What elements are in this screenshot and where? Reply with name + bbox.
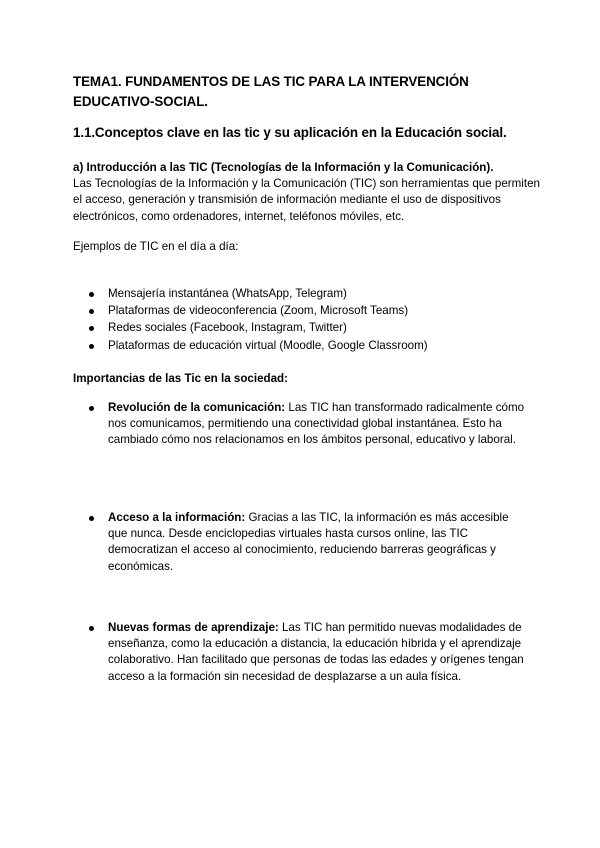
importance-title: Importancias de las Tic en la sociedad: [73, 372, 288, 385]
section-a-body: Las Tecnologías de la Información y la Comunicación (TIC) son herramientas que permiten el acceso, generación y transmisión de información mediante el uso de dispositivos electrónicos, como ordenadores, internet, teléfonos móviles, etc. [73, 177, 540, 223]
list-item-text: Mensajería instantánea (WhatsApp, Telegram) [108, 287, 347, 300]
importance-item-text: Las TIC han permitido nuevas modalidades de enseñanza, como la educación a distancia, la educación híbrida y el aprendizaje colaborativo. Han facilitado que personas de todas las edades y orígenes tengan acceso a la formación sin necesidad de desplazarse a un aula física. [108, 621, 524, 683]
bullet-icon [89, 516, 94, 521]
importance-item-lead: Acceso a la información: [108, 511, 246, 524]
section-a-heading: a) Introducción a las TIC (Tecnologías de la Información y la Comunicación). [73, 161, 494, 174]
importance-item-text: Las TIC han transformado radicalmente cómo nos comunicamos, permitiendo una conectividad global instantánea. Esto ha cambiado cómo nos relacionamos en los ámbitos personal, educativo y laboral. [108, 401, 525, 447]
section-a [73, 160, 543, 225]
list-item [73, 286, 543, 303]
list-item-text: Plataformas de educación virtual (Moodle, Google Classroom) [108, 339, 428, 353]
bullet-icon [89, 326, 94, 331]
importance-item-information [89, 510, 529, 575]
list-item [73, 338, 543, 355]
bullet-icon [89, 344, 94, 349]
document-title: TEMA1. FUNDAMENTOS DE LAS TIC PARA LA INTERVENCIÓN EDUCATIVO-SOCIAL. [73, 74, 469, 109]
list-item-text: Plataformas de videoconferencia (Zoom, Microsoft Teams) [108, 303, 409, 317]
bullet-icon [89, 406, 94, 411]
examples-title: Ejemplos de TIC en el día a día: [73, 240, 239, 253]
bullet-icon [89, 626, 94, 631]
importance-item-learning [89, 620, 529, 685]
bullet-icon [89, 292, 94, 297]
importance-item-communication [89, 400, 529, 449]
list-item [73, 320, 543, 337]
list-item [73, 303, 543, 320]
bullet-icon [89, 309, 94, 314]
importance-item-text: Gracias a las TIC, la información es más accesible que nunca. Desde enciclopedias virtuales hasta cursos online, las TIC democratizan el acceso al conocimiento, reduciendo barreras geográficas y económicas. [108, 511, 509, 573]
importance-item-lead: Nuevas formas de aprendizaje: [108, 621, 279, 634]
importance-item-lead: Revolución de la comunicación: [108, 401, 286, 414]
list-item-text: Redes sociales (Facebook, Instagram, Twitter) [108, 320, 347, 334]
section-subtitle: 1.1.Conceptos clave en las tic y su aplicación en la Educación social. [73, 125, 507, 140]
examples-list [73, 286, 543, 355]
